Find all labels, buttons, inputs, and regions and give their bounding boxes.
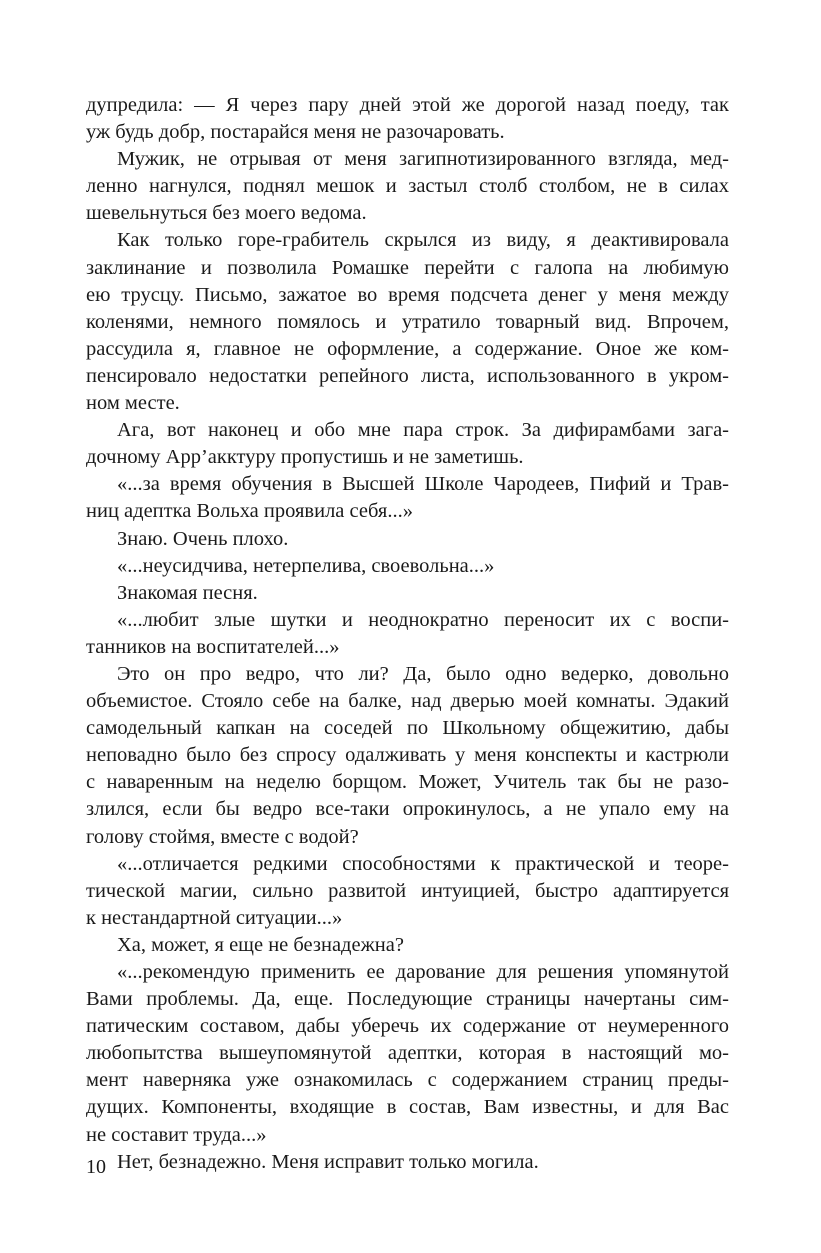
text-line: Это он про ведро, что ли? Да, было одно ведерко, довольно [117, 662, 729, 685]
text-line: дочному Арр’акктуру пропустишь и не заметишь. [86, 446, 524, 469]
text-line: злился, если бы ведро все-таки опрокинулось, а не упало ему на [86, 798, 729, 821]
text-line: неповадно было без спросу одалживать у меня конспекты и кастрюли [86, 744, 729, 767]
text-line: голову стоймя, вместе с водой? [86, 825, 359, 848]
text-line: Знакомая песня. [117, 581, 258, 604]
text-line: ниц адептка Вольха проявила себя...» [86, 500, 413, 523]
text-line: ею трусцу. Письмо, зажатое во время подсчета денег у меня между [86, 283, 729, 306]
text-line: заклинание и позволила Ромашке перейти с галопа на любимую [86, 256, 729, 279]
text-line: Ха, может, я еще не безнадежна? [117, 933, 404, 956]
text-line: «...за время обучения в Высшей Школе Чародеев, Пифий и Трав- [117, 473, 729, 496]
text-line: тической магии, сильно развитой интуицией, быстро адаптируется [86, 879, 729, 902]
text-line: объемистое. Стояло себе на балке, над дверью моей комнаты. Эдакий [86, 690, 729, 713]
text-line: шевельнуться без моего ведома. [86, 202, 367, 225]
page-number: 10 [86, 1156, 106, 1178]
text-line: самодельный капкан на соседей по Школьному общежитию, дабы [86, 717, 729, 740]
text-line: Мужик, не отрывая от меня загипнотизированного взгляда, мед- [117, 148, 729, 171]
text-line: Как только горе-грабитель скрылся из виду, я деактивировала [117, 229, 729, 252]
text-line: коленями, немного помялось и утратило товарный вид. Впрочем, [86, 310, 729, 333]
text-line: «...отличается редкими способностями к практической и теоре- [117, 852, 729, 875]
text-line: Вами проблемы. Да, еще. Последующие страницы начертаны сим- [86, 988, 729, 1011]
text-line: не составит труда...» [86, 1123, 267, 1146]
text-line: мент наверняка уже ознакомилась с содержанием страниц преды- [86, 1069, 729, 1092]
text-line: патическим составом, дабы уберечь их содержание от неумеренного [86, 1015, 729, 1038]
text-line: рассудила я, главное не оформление, а содержание. Оное же ком- [86, 337, 729, 360]
text-line: к нестандартной ситуации...» [86, 906, 343, 929]
text-line: Знаю. Очень плохо. [117, 527, 289, 550]
text-line: пенсировало недостатки репейного листа, использованного в укром- [86, 364, 729, 387]
text-line: любопытства вышеупомянутой адептки, которая в настоящий мо- [86, 1042, 729, 1065]
text-line: «...рекомендую применить ее дарование для решения упомянутой [117, 961, 729, 983]
text-line: «...неусидчива, нетерпелива, своевольна...» [117, 554, 495, 577]
text-line: ном месте. [86, 392, 180, 415]
text-line: Ага, вот наконец и обо мне пара строк. За дифирамбами зага- [117, 419, 729, 442]
text-line: с наваренным на неделю борщом. Может, Учитель так бы не разо- [86, 771, 729, 794]
text-line: ленно нагнулся, поднял мешок и застыл столб столбом, не в силах [86, 175, 729, 198]
text-line: танников на воспитателей...» [86, 635, 340, 658]
text-line: «...любит злые шутки и неоднократно переносит их с воспи- [117, 608, 729, 631]
text-line: Нет, безнадежно. Меня исправит только могила. [117, 1150, 539, 1173]
text-line: уж будь добр, постарайся меня не разочаровать. [86, 121, 505, 144]
text-line: дущих. Компоненты, входящие в состав, Вам известны, и для Вас [86, 1096, 729, 1119]
text-line: дупредила: — Я через пару дней этой же дорогой назад поеду, так [86, 94, 729, 116]
page-body-text [86, 92, 729, 1176]
